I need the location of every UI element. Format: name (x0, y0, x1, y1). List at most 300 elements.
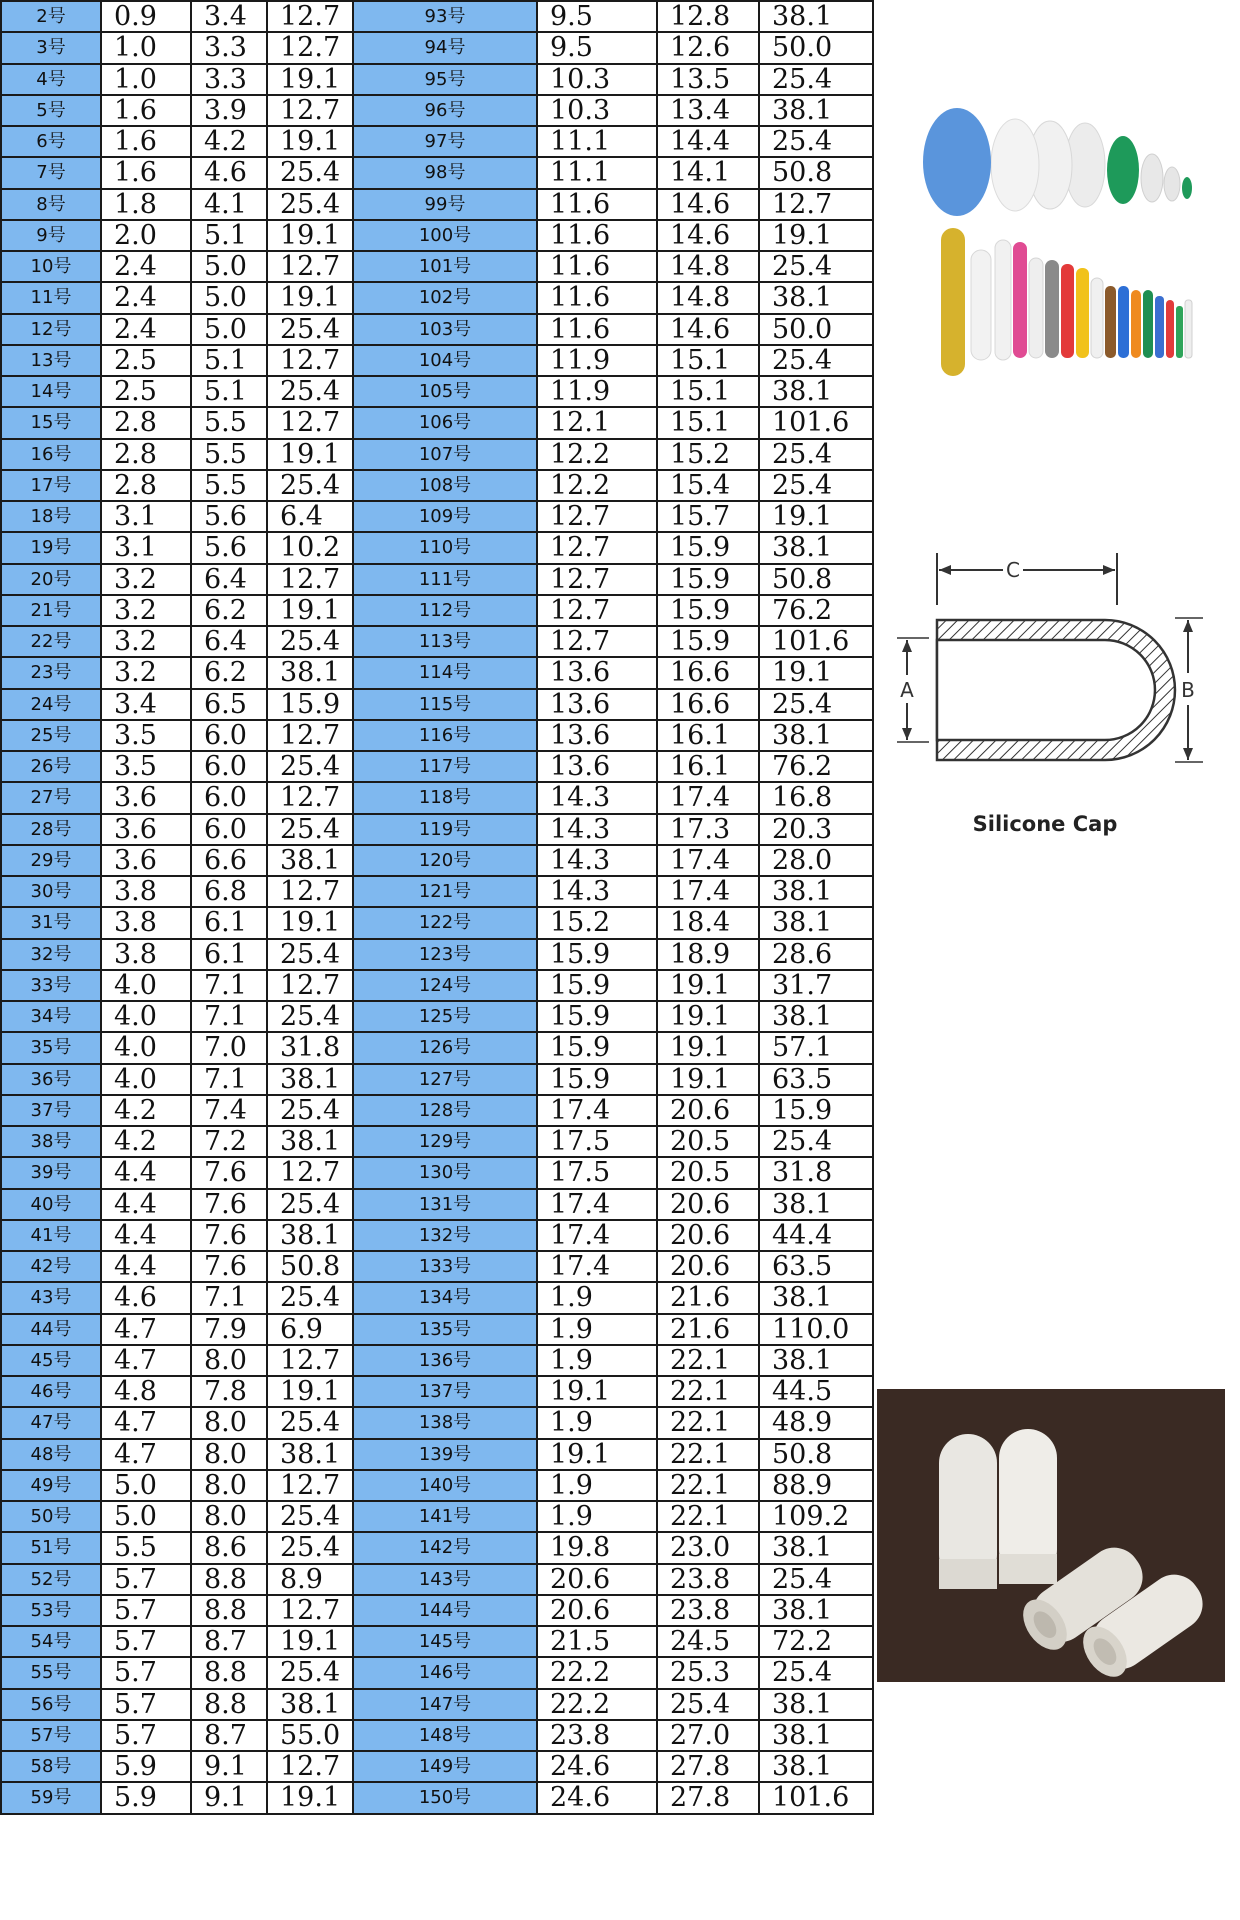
b-value-cell: 18.9 (657, 939, 759, 970)
b-value-cell: 8.0 (191, 1501, 267, 1532)
b-value-cell: 16.1 (657, 720, 759, 751)
c-value-cell: 25.4 (267, 814, 357, 845)
table-row (353, 1064, 873, 1095)
a-value-cell: 13.6 (537, 751, 657, 782)
c-value-cell: 76.2 (759, 751, 873, 782)
b-value-cell: 6.1 (191, 907, 267, 938)
a-value-cell: 2.0 (101, 220, 191, 251)
model-number-cell: 36号 (1, 1064, 101, 1095)
model-number-cell: 44号 (1, 1314, 101, 1345)
b-value-cell: 20.6 (657, 1251, 759, 1282)
c-value-cell: 25.4 (759, 1126, 873, 1157)
b-value-cell: 15.2 (657, 439, 759, 470)
b-value-cell: 8.7 (191, 1720, 267, 1751)
a-value-cell: 2.4 (101, 251, 191, 282)
table-row (353, 595, 873, 626)
b-value-cell: 19.1 (657, 970, 759, 1001)
c-value-cell: 19.1 (267, 1782, 357, 1813)
table-row (353, 876, 873, 907)
model-number-cell: 43号 (1, 1282, 101, 1313)
model-number-cell: 95号 (353, 64, 537, 95)
b-value-cell: 22.1 (657, 1439, 759, 1470)
b-value-cell: 17.4 (657, 876, 759, 907)
b-value-cell: 7.2 (191, 1126, 267, 1157)
model-number-cell: 106号 (353, 407, 537, 438)
b-value-cell: 7.6 (191, 1220, 267, 1251)
a-value-cell: 14.3 (537, 845, 657, 876)
c-value-cell: 38.1 (267, 1439, 357, 1470)
c-value-cell: 38.1 (759, 1, 873, 32)
a-value-cell: 17.5 (537, 1126, 657, 1157)
c-value-cell: 55.0 (267, 1720, 357, 1751)
a-value-cell: 12.2 (537, 439, 657, 470)
a-value-cell: 1.6 (101, 126, 191, 157)
a-value-cell: 12.7 (537, 564, 657, 595)
b-value-cell: 23.0 (657, 1532, 759, 1563)
c-value-cell: 12.7 (267, 95, 357, 126)
a-value-cell: 1.9 (537, 1314, 657, 1345)
c-value-cell: 25.4 (267, 470, 357, 501)
model-number-cell: 30号 (1, 876, 101, 907)
b-value-cell: 22.1 (657, 1376, 759, 1407)
a-value-cell: 11.6 (537, 282, 657, 313)
a-value-cell: 20.6 (537, 1595, 657, 1626)
a-value-cell: 3.6 (101, 782, 191, 813)
table-row (353, 126, 873, 157)
model-number-cell: 124号 (353, 970, 537, 1001)
model-number-cell: 143号 (353, 1564, 537, 1595)
b-value-cell: 15.9 (657, 595, 759, 626)
a-value-cell: 12.7 (537, 501, 657, 532)
b-value-cell: 13.4 (657, 95, 759, 126)
b-value-cell: 7.1 (191, 1001, 267, 1032)
c-value-cell: 31.8 (267, 1032, 357, 1063)
model-number-cell: 132号 (353, 1220, 537, 1251)
c-value-cell: 25.4 (267, 314, 357, 345)
model-number-cell: 119号 (353, 814, 537, 845)
a-value-cell: 4.7 (101, 1314, 191, 1345)
c-value-cell: 15.9 (759, 1095, 873, 1126)
c-value-cell: 25.4 (267, 157, 357, 188)
a-value-cell: 5.7 (101, 1720, 191, 1751)
c-value-cell: 25.4 (759, 1657, 873, 1688)
table-row (353, 1595, 873, 1626)
c-value-cell: 25.4 (759, 251, 873, 282)
c-value-cell: 38.1 (759, 532, 873, 563)
a-value-cell: 24.6 (537, 1751, 657, 1782)
model-number-cell: 130号 (353, 1157, 537, 1188)
b-value-cell: 13.5 (657, 64, 759, 95)
a-value-cell: 19.1 (537, 1376, 657, 1407)
a-value-cell: 1.9 (537, 1345, 657, 1376)
b-value-cell: 6.0 (191, 751, 267, 782)
b-value-cell: 8.8 (191, 1689, 267, 1720)
c-value-cell: 12.7 (267, 1157, 357, 1188)
b-value-cell: 17.3 (657, 814, 759, 845)
table-row (353, 689, 873, 720)
table-row (353, 564, 873, 595)
a-value-cell: 3.8 (101, 876, 191, 907)
c-value-cell: 101.6 (759, 1782, 873, 1813)
c-value-cell: 110.0 (759, 1314, 873, 1345)
b-value-cell: 19.1 (657, 1032, 759, 1063)
model-number-cell: 55号 (1, 1657, 101, 1688)
a-value-cell: 17.4 (537, 1220, 657, 1251)
c-value-cell: 25.4 (759, 345, 873, 376)
table-row (353, 1314, 873, 1345)
c-value-cell: 38.1 (759, 1689, 873, 1720)
b-value-cell: 8.8 (191, 1595, 267, 1626)
b-value-cell: 27.8 (657, 1782, 759, 1813)
a-value-cell: 15.9 (537, 970, 657, 1001)
model-number-cell: 150号 (353, 1782, 537, 1813)
a-value-cell: 11.9 (537, 345, 657, 376)
model-number-cell: 141号 (353, 1501, 537, 1532)
b-value-cell: 19.1 (657, 1064, 759, 1095)
a-value-cell: 12.1 (537, 407, 657, 438)
table-row (353, 1564, 873, 1595)
table-row (353, 157, 873, 188)
b-value-cell: 4.6 (191, 157, 267, 188)
a-value-cell: 11.1 (537, 157, 657, 188)
model-number-cell: 103号 (353, 314, 537, 345)
table-row (353, 1720, 873, 1751)
table-row (353, 1251, 873, 1282)
a-value-cell: 4.7 (101, 1345, 191, 1376)
a-value-cell: 17.5 (537, 1157, 657, 1188)
table-row (353, 407, 873, 438)
b-value-cell: 14.6 (657, 189, 759, 220)
model-number-cell: 10号 (1, 251, 101, 282)
b-value-cell: 8.8 (191, 1564, 267, 1595)
b-value-cell: 15.7 (657, 501, 759, 532)
c-value-cell: 25.4 (759, 689, 873, 720)
white-caps-photo (877, 1389, 1225, 1682)
c-value-cell: 12.7 (267, 720, 357, 751)
b-value-cell: 7.6 (191, 1157, 267, 1188)
model-number-cell: 46号 (1, 1376, 101, 1407)
model-number-cell: 31号 (1, 907, 101, 938)
a-value-cell: 4.2 (101, 1126, 191, 1157)
b-value-cell: 3.4 (191, 1, 267, 32)
b-value-cell: 7.6 (191, 1189, 267, 1220)
b-value-cell: 6.6 (191, 845, 267, 876)
model-number-cell: 21号 (1, 595, 101, 626)
b-value-cell: 5.0 (191, 251, 267, 282)
a-value-cell: 15.9 (537, 1001, 657, 1032)
c-value-cell: 109.2 (759, 1501, 873, 1532)
b-value-cell: 8.6 (191, 1532, 267, 1563)
b-value-cell: 5.6 (191, 532, 267, 563)
b-value-cell: 12.8 (657, 1, 759, 32)
table-row (353, 1751, 873, 1782)
a-value-cell: 3.8 (101, 939, 191, 970)
model-number-cell: 128号 (353, 1095, 537, 1126)
c-value-cell: 25.4 (267, 1501, 357, 1532)
model-number-cell: 20号 (1, 564, 101, 595)
a-value-cell: 1.6 (101, 157, 191, 188)
model-number-cell: 29号 (1, 845, 101, 876)
a-value-cell: 5.7 (101, 1657, 191, 1688)
b-value-cell: 17.4 (657, 845, 759, 876)
b-value-cell: 14.8 (657, 251, 759, 282)
table-row (353, 64, 873, 95)
b-value-cell: 7.8 (191, 1376, 267, 1407)
a-value-cell: 3.6 (101, 845, 191, 876)
c-value-cell: 38.1 (759, 720, 873, 751)
b-value-cell: 5.5 (191, 439, 267, 470)
table-row (353, 220, 873, 251)
model-number-cell: 139号 (353, 1439, 537, 1470)
model-number-cell: 15号 (1, 407, 101, 438)
c-value-cell: 19.1 (267, 282, 357, 313)
model-number-cell: 129号 (353, 1126, 537, 1157)
a-value-cell: 4.8 (101, 1376, 191, 1407)
a-value-cell: 1.0 (101, 32, 191, 63)
b-value-cell: 14.8 (657, 282, 759, 313)
model-number-cell: 148号 (353, 1720, 537, 1751)
model-number-cell: 147号 (353, 1689, 537, 1720)
model-number-cell: 104号 (353, 345, 537, 376)
c-value-cell: 10.2 (267, 532, 357, 563)
b-value-cell: 6.8 (191, 876, 267, 907)
c-value-cell: 19.1 (759, 501, 873, 532)
b-value-cell: 24.5 (657, 1626, 759, 1657)
model-number-cell: 137号 (353, 1376, 537, 1407)
a-value-cell: 5.5 (101, 1532, 191, 1563)
c-value-cell: 25.4 (267, 626, 357, 657)
c-value-cell: 19.1 (759, 220, 873, 251)
model-number-cell: 145号 (353, 1626, 537, 1657)
a-value-cell: 4.7 (101, 1439, 191, 1470)
b-value-cell: 3.9 (191, 95, 267, 126)
model-number-cell: 142号 (353, 1532, 537, 1563)
c-value-cell: 19.1 (267, 1626, 357, 1657)
c-value-cell: 38.1 (759, 1532, 873, 1563)
model-number-cell: 121号 (353, 876, 537, 907)
c-value-cell: 25.4 (267, 1189, 357, 1220)
model-number-cell: 51号 (1, 1532, 101, 1563)
c-value-cell: 19.1 (759, 657, 873, 688)
b-value-cell: 14.6 (657, 220, 759, 251)
table-row (353, 189, 873, 220)
model-number-cell: 48号 (1, 1439, 101, 1470)
a-value-cell: 1.8 (101, 189, 191, 220)
b-value-cell: 8.0 (191, 1345, 267, 1376)
b-value-cell: 5.1 (191, 376, 267, 407)
model-number-cell: 49号 (1, 1470, 101, 1501)
a-value-cell: 5.7 (101, 1626, 191, 1657)
model-number-cell: 94号 (353, 32, 537, 63)
c-value-cell: 38.1 (267, 1064, 357, 1095)
c-value-cell: 19.1 (267, 439, 357, 470)
b-value-cell: 6.5 (191, 689, 267, 720)
model-number-cell: 120号 (353, 845, 537, 876)
b-value-cell: 22.1 (657, 1501, 759, 1532)
a-value-cell: 5.0 (101, 1501, 191, 1532)
c-value-cell: 38.1 (759, 1282, 873, 1313)
table-row (353, 720, 873, 751)
a-value-cell: 4.4 (101, 1251, 191, 1282)
model-number-cell: 59号 (1, 1782, 101, 1813)
b-value-cell: 7.6 (191, 1251, 267, 1282)
model-number-cell: 105号 (353, 376, 537, 407)
a-value-cell: 1.9 (537, 1407, 657, 1438)
model-number-cell: 126号 (353, 1032, 537, 1063)
table-row (353, 1189, 873, 1220)
table-row (353, 1001, 873, 1032)
model-number-cell: 110号 (353, 532, 537, 563)
table-row (353, 782, 873, 813)
model-number-cell: 8号 (1, 189, 101, 220)
table-row (353, 657, 873, 688)
b-value-cell: 27.0 (657, 1720, 759, 1751)
a-value-cell: 3.4 (101, 689, 191, 720)
b-value-cell: 6.0 (191, 814, 267, 845)
b-value-cell: 16.6 (657, 657, 759, 688)
a-value-cell: 10.3 (537, 64, 657, 95)
model-number-cell: 35号 (1, 1032, 101, 1063)
model-number-cell: 38号 (1, 1126, 101, 1157)
c-value-cell: 12.7 (267, 251, 357, 282)
model-number-cell: 14号 (1, 376, 101, 407)
b-value-cell: 5.5 (191, 407, 267, 438)
a-value-cell: 3.1 (101, 532, 191, 563)
model-number-cell: 136号 (353, 1345, 537, 1376)
model-number-cell: 37号 (1, 1095, 101, 1126)
c-value-cell: 28.6 (759, 939, 873, 970)
b-value-cell: 5.1 (191, 345, 267, 376)
c-value-cell: 25.4 (759, 126, 873, 157)
table-row (353, 1282, 873, 1313)
b-value-cell: 14.6 (657, 314, 759, 345)
c-value-cell: 63.5 (759, 1064, 873, 1095)
model-number-cell: 41号 (1, 1220, 101, 1251)
a-value-cell: 4.6 (101, 1282, 191, 1313)
table-row (353, 1032, 873, 1063)
c-value-cell: 38.1 (759, 1720, 873, 1751)
model-number-cell: 146号 (353, 1657, 537, 1688)
c-value-cell: 38.1 (267, 1126, 357, 1157)
a-value-cell: 9.5 (537, 1, 657, 32)
table-row (353, 314, 873, 345)
a-value-cell: 17.4 (537, 1095, 657, 1126)
b-value-cell: 18.4 (657, 907, 759, 938)
a-value-cell: 19.1 (537, 1439, 657, 1470)
b-value-cell: 20.5 (657, 1157, 759, 1188)
b-value-cell: 5.1 (191, 220, 267, 251)
dimension-label-b: B (1181, 678, 1195, 702)
dimension-label-a: A (900, 678, 914, 702)
table-row (353, 282, 873, 313)
model-number-cell: 53号 (1, 1595, 101, 1626)
b-value-cell: 22.1 (657, 1470, 759, 1501)
a-value-cell: 11.6 (537, 189, 657, 220)
c-value-cell: 38.1 (267, 845, 357, 876)
b-value-cell: 20.6 (657, 1189, 759, 1220)
c-value-cell: 25.4 (759, 64, 873, 95)
c-value-cell: 31.8 (759, 1157, 873, 1188)
c-value-cell: 101.6 (759, 407, 873, 438)
c-value-cell: 19.1 (267, 64, 357, 95)
c-value-cell: 88.9 (759, 1470, 873, 1501)
b-value-cell: 21.6 (657, 1314, 759, 1345)
b-value-cell: 15.9 (657, 564, 759, 595)
c-value-cell: 25.4 (759, 439, 873, 470)
a-value-cell: 9.5 (537, 32, 657, 63)
a-value-cell: 14.3 (537, 782, 657, 813)
model-number-cell: 42号 (1, 1251, 101, 1282)
c-value-cell: 12.7 (267, 1595, 357, 1626)
c-value-cell: 8.9 (267, 1564, 357, 1595)
a-value-cell: 3.2 (101, 657, 191, 688)
a-value-cell: 15.9 (537, 1064, 657, 1095)
a-value-cell: 24.6 (537, 1782, 657, 1813)
a-value-cell: 22.2 (537, 1689, 657, 1720)
c-value-cell: 31.7 (759, 970, 873, 1001)
model-number-cell: 115号 (353, 689, 537, 720)
model-number-cell: 138号 (353, 1407, 537, 1438)
a-value-cell: 14.3 (537, 876, 657, 907)
b-value-cell: 25.4 (657, 1689, 759, 1720)
model-number-cell: 40号 (1, 1189, 101, 1220)
model-number-cell: 58号 (1, 1751, 101, 1782)
b-value-cell: 7.1 (191, 1064, 267, 1095)
model-number-cell: 50号 (1, 1501, 101, 1532)
a-value-cell: 3.2 (101, 564, 191, 595)
model-number-cell: 117号 (353, 751, 537, 782)
model-number-cell: 101号 (353, 251, 537, 282)
a-value-cell: 14.3 (537, 814, 657, 845)
b-value-cell: 19.1 (657, 1001, 759, 1032)
model-number-cell: 6号 (1, 126, 101, 157)
b-value-cell: 7.4 (191, 1095, 267, 1126)
model-number-cell: 19号 (1, 532, 101, 563)
model-number-cell: 28号 (1, 814, 101, 845)
b-value-cell: 15.9 (657, 532, 759, 563)
c-value-cell: 38.1 (759, 876, 873, 907)
model-number-cell: 5号 (1, 95, 101, 126)
model-number-cell: 33号 (1, 970, 101, 1001)
a-value-cell: 10.3 (537, 95, 657, 126)
model-number-cell: 34号 (1, 1001, 101, 1032)
table-row (353, 1470, 873, 1501)
table-row (353, 1689, 873, 1720)
table-row (353, 1407, 873, 1438)
model-number-cell: 109号 (353, 501, 537, 532)
model-number-cell: 131号 (353, 1189, 537, 1220)
c-value-cell: 63.5 (759, 1251, 873, 1282)
model-number-cell: 113号 (353, 626, 537, 657)
model-number-cell: 12号 (1, 314, 101, 345)
table-row (353, 1501, 873, 1532)
model-number-cell: 122号 (353, 907, 537, 938)
a-value-cell: 13.6 (537, 657, 657, 688)
c-value-cell: 25.4 (267, 376, 357, 407)
c-value-cell: 48.9 (759, 1407, 873, 1438)
table-row (353, 345, 873, 376)
a-value-cell: 1.6 (101, 95, 191, 126)
b-value-cell: 12.6 (657, 32, 759, 63)
table-row (353, 251, 873, 282)
a-value-cell: 3.6 (101, 814, 191, 845)
table-row (353, 907, 873, 938)
a-value-cell: 4.0 (101, 970, 191, 1001)
c-value-cell: 12.7 (267, 1, 357, 32)
c-value-cell: 12.7 (267, 876, 357, 907)
c-value-cell: 19.1 (267, 907, 357, 938)
c-value-cell: 38.1 (267, 1689, 357, 1720)
